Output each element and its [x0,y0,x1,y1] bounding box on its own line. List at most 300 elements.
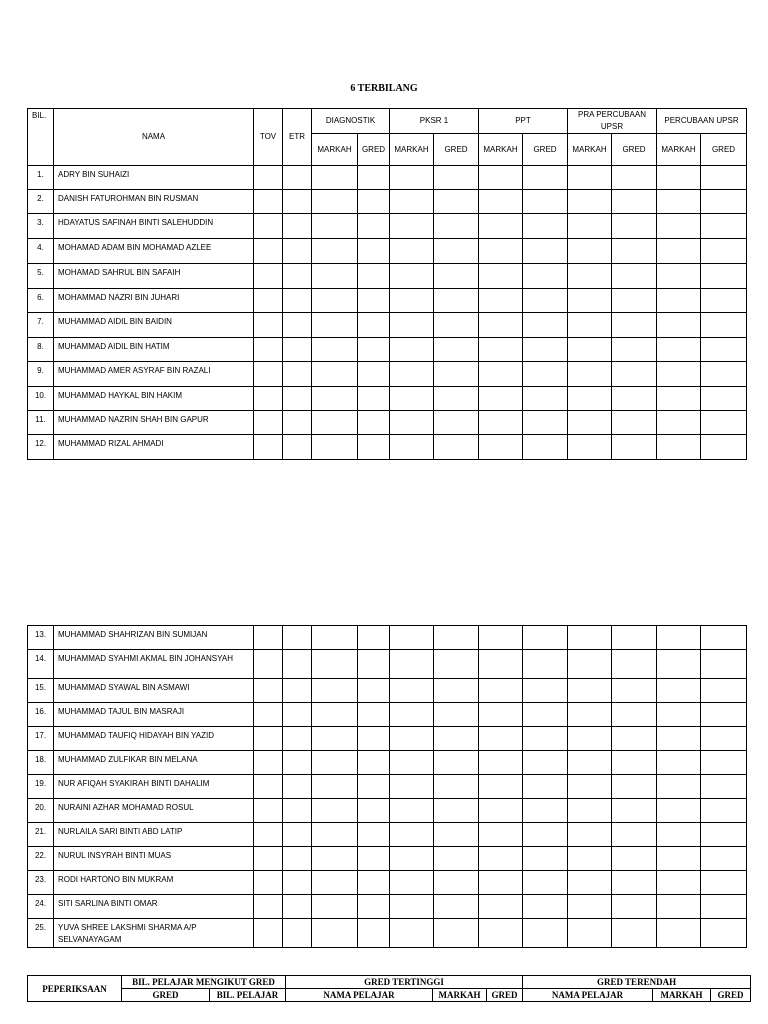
grade-cell[interactable] [612,650,657,679]
grade-cell[interactable] [523,435,568,460]
grade-cell[interactable] [434,871,479,895]
grade-cell[interactable] [701,847,747,871]
grade-cell[interactable] [358,313,390,338]
grade-cell[interactable] [523,727,568,751]
grade-cell[interactable] [358,289,390,313]
grade-cell[interactable] [568,435,612,460]
grade-cell[interactable] [283,751,312,775]
grade-cell[interactable] [479,799,523,823]
grade-cell[interactable] [358,362,390,387]
grade-cell[interactable] [657,799,701,823]
grade-cell[interactable] [434,650,479,679]
grade-cell[interactable] [612,727,657,751]
grade-cell[interactable] [523,313,568,338]
grade-cell[interactable] [254,871,283,895]
grade-cell[interactable] [479,313,523,338]
grade-cell[interactable] [390,823,434,847]
grade-cell[interactable] [479,338,523,362]
grade-cell[interactable] [254,727,283,751]
grade-cell[interactable] [358,871,390,895]
grade-cell[interactable] [701,214,747,239]
grade-cell[interactable] [434,387,479,411]
grade-cell[interactable] [523,775,568,799]
grade-cell[interactable] [701,166,747,190]
grade-cell[interactable] [657,387,701,411]
grade-cell[interactable] [612,362,657,387]
grade-cell[interactable] [523,411,568,435]
grade-cell[interactable] [568,703,612,727]
grade-cell[interactable] [390,727,434,751]
grade-cell[interactable] [657,751,701,775]
grade-cell[interactable] [523,895,568,919]
grade-cell[interactable] [434,626,479,650]
grade-cell[interactable] [568,239,612,264]
grade-cell[interactable] [701,264,747,289]
grade-cell[interactable] [358,338,390,362]
grade-cell[interactable] [283,190,312,214]
grade-cell[interactable] [568,190,612,214]
grade-cell[interactable] [312,679,358,703]
grade-cell[interactable] [657,823,701,847]
grade-cell[interactable] [358,703,390,727]
grade-cell[interactable] [312,703,358,727]
grade-cell[interactable] [479,362,523,387]
grade-cell[interactable] [390,338,434,362]
grade-cell[interactable] [254,411,283,435]
grade-cell[interactable] [523,871,568,895]
grade-cell[interactable] [434,727,479,751]
grade-cell[interactable] [657,166,701,190]
grade-cell[interactable] [254,190,283,214]
grade-cell[interactable] [612,289,657,313]
grade-cell[interactable] [479,679,523,703]
grade-cell[interactable] [254,919,283,948]
grade-cell[interactable] [657,362,701,387]
grade-cell[interactable] [434,775,479,799]
grade-cell[interactable] [283,289,312,313]
grade-cell[interactable] [612,264,657,289]
grade-cell[interactable] [283,895,312,919]
grade-cell[interactable] [358,727,390,751]
grade-cell[interactable] [358,626,390,650]
grade-cell[interactable] [358,799,390,823]
grade-cell[interactable] [283,871,312,895]
grade-cell[interactable] [312,166,358,190]
grade-cell[interactable] [568,847,612,871]
grade-cell[interactable] [254,214,283,239]
grade-cell[interactable] [479,239,523,264]
grade-cell[interactable] [701,626,747,650]
grade-cell[interactable] [568,289,612,313]
grade-cell[interactable] [568,313,612,338]
grade-cell[interactable] [612,166,657,190]
grade-cell[interactable] [523,679,568,703]
grade-cell[interactable] [283,847,312,871]
grade-cell[interactable] [479,190,523,214]
grade-cell[interactable] [312,190,358,214]
grade-cell[interactable] [479,435,523,460]
grade-cell[interactable] [312,895,358,919]
grade-cell[interactable] [390,775,434,799]
grade-cell[interactable] [254,435,283,460]
grade-cell[interactable] [254,166,283,190]
grade-cell[interactable] [479,727,523,751]
grade-cell[interactable] [390,264,434,289]
grade-cell[interactable] [358,895,390,919]
grade-cell[interactable] [479,751,523,775]
grade-cell[interactable] [657,626,701,650]
grade-cell[interactable] [479,289,523,313]
grade-cell[interactable] [523,166,568,190]
grade-cell[interactable] [479,264,523,289]
grade-cell[interactable] [701,727,747,751]
grade-cell[interactable] [701,799,747,823]
grade-cell[interactable] [254,264,283,289]
grade-cell[interactable] [568,775,612,799]
grade-cell[interactable] [657,411,701,435]
grade-cell[interactable] [434,847,479,871]
grade-cell[interactable] [434,214,479,239]
grade-cell[interactable] [312,313,358,338]
grade-cell[interactable] [390,799,434,823]
grade-cell[interactable] [434,751,479,775]
grade-cell[interactable] [523,823,568,847]
grade-cell[interactable] [523,751,568,775]
grade-cell[interactable] [254,650,283,679]
grade-cell[interactable] [701,775,747,799]
grade-cell[interactable] [701,338,747,362]
grade-cell[interactable] [358,751,390,775]
grade-cell[interactable] [254,387,283,411]
grade-cell[interactable] [657,847,701,871]
grade-cell[interactable] [283,313,312,338]
grade-cell[interactable] [479,703,523,727]
grade-cell[interactable] [612,214,657,239]
grade-cell[interactable] [523,264,568,289]
grade-cell[interactable] [312,239,358,264]
grade-cell[interactable] [479,895,523,919]
grade-cell[interactable] [479,214,523,239]
grade-cell[interactable] [701,411,747,435]
grade-cell[interactable] [479,650,523,679]
grade-cell[interactable] [657,871,701,895]
grade-cell[interactable] [568,338,612,362]
grade-cell[interactable] [568,264,612,289]
grade-cell[interactable] [523,847,568,871]
grade-cell[interactable] [612,626,657,650]
grade-cell[interactable] [390,847,434,871]
grade-cell[interactable] [434,313,479,338]
grade-cell[interactable] [358,264,390,289]
grade-cell[interactable] [283,727,312,751]
grade-cell[interactable] [701,362,747,387]
grade-cell[interactable] [568,650,612,679]
grade-cell[interactable] [254,338,283,362]
grade-cell[interactable] [390,387,434,411]
grade-cell[interactable] [523,919,568,948]
grade-cell[interactable] [568,679,612,703]
grade-cell[interactable] [312,799,358,823]
grade-cell[interactable] [568,871,612,895]
grade-cell[interactable] [312,264,358,289]
grade-cell[interactable] [612,919,657,948]
grade-cell[interactable] [283,823,312,847]
grade-cell[interactable] [312,289,358,313]
grade-cell[interactable] [390,289,434,313]
grade-cell[interactable] [390,362,434,387]
grade-cell[interactable] [434,411,479,435]
grade-cell[interactable] [612,411,657,435]
grade-cell[interactable] [390,190,434,214]
grade-cell[interactable] [701,650,747,679]
grade-cell[interactable] [358,239,390,264]
grade-cell[interactable] [254,703,283,727]
grade-cell[interactable] [434,166,479,190]
grade-cell[interactable] [612,435,657,460]
grade-cell[interactable] [358,214,390,239]
grade-cell[interactable] [523,239,568,264]
grade-cell[interactable] [254,362,283,387]
grade-cell[interactable] [657,679,701,703]
grade-cell[interactable] [701,313,747,338]
grade-cell[interactable] [283,799,312,823]
grade-cell[interactable] [312,411,358,435]
grade-cell[interactable] [568,919,612,948]
grade-cell[interactable] [434,264,479,289]
grade-cell[interactable] [701,871,747,895]
grade-cell[interactable] [479,387,523,411]
grade-cell[interactable] [434,895,479,919]
grade-cell[interactable] [358,823,390,847]
grade-cell[interactable] [612,799,657,823]
grade-cell[interactable] [612,190,657,214]
grade-cell[interactable] [312,871,358,895]
grade-cell[interactable] [657,313,701,338]
grade-cell[interactable] [390,919,434,948]
grade-cell[interactable] [612,703,657,727]
grade-cell[interactable] [283,650,312,679]
grade-cell[interactable] [390,435,434,460]
grade-cell[interactable] [523,626,568,650]
grade-cell[interactable] [283,435,312,460]
grade-cell[interactable] [390,895,434,919]
grade-cell[interactable] [390,239,434,264]
grade-cell[interactable] [568,214,612,239]
grade-cell[interactable] [612,313,657,338]
grade-cell[interactable] [390,166,434,190]
grade-cell[interactable] [701,823,747,847]
grade-cell[interactable] [283,362,312,387]
grade-cell[interactable] [434,190,479,214]
grade-cell[interactable] [612,751,657,775]
grade-cell[interactable] [254,895,283,919]
grade-cell[interactable] [479,919,523,948]
grade-cell[interactable] [657,214,701,239]
grade-cell[interactable] [254,847,283,871]
grade-cell[interactable] [434,289,479,313]
grade-cell[interactable] [701,679,747,703]
grade-cell[interactable] [434,919,479,948]
grade-cell[interactable] [523,387,568,411]
grade-cell[interactable] [568,799,612,823]
grade-cell[interactable] [523,703,568,727]
grade-cell[interactable] [390,214,434,239]
grade-cell[interactable] [701,895,747,919]
grade-cell[interactable] [523,650,568,679]
grade-cell[interactable] [358,166,390,190]
grade-cell[interactable] [523,799,568,823]
grade-cell[interactable] [390,626,434,650]
grade-cell[interactable] [283,919,312,948]
grade-cell[interactable] [568,823,612,847]
grade-cell[interactable] [612,387,657,411]
grade-cell[interactable] [657,703,701,727]
grade-cell[interactable] [568,626,612,650]
grade-cell[interactable] [312,650,358,679]
grade-cell[interactable] [390,650,434,679]
grade-cell[interactable] [612,871,657,895]
grade-cell[interactable] [657,895,701,919]
grade-cell[interactable] [701,751,747,775]
grade-cell[interactable] [657,775,701,799]
grade-cell[interactable] [568,727,612,751]
grade-cell[interactable] [358,190,390,214]
grade-cell[interactable] [312,727,358,751]
grade-cell[interactable] [612,679,657,703]
grade-cell[interactable] [568,166,612,190]
grade-cell[interactable] [612,895,657,919]
grade-cell[interactable] [523,362,568,387]
grade-cell[interactable] [283,775,312,799]
grade-cell[interactable] [479,626,523,650]
grade-cell[interactable] [390,871,434,895]
grade-cell[interactable] [434,679,479,703]
grade-cell[interactable] [283,166,312,190]
grade-cell[interactable] [434,435,479,460]
grade-cell[interactable] [701,703,747,727]
grade-cell[interactable] [657,190,701,214]
grade-cell[interactable] [523,289,568,313]
grade-cell[interactable] [254,313,283,338]
grade-cell[interactable] [283,626,312,650]
grade-cell[interactable] [523,338,568,362]
grade-cell[interactable] [612,823,657,847]
grade-cell[interactable] [612,338,657,362]
grade-cell[interactable] [568,751,612,775]
grade-cell[interactable] [358,650,390,679]
grade-cell[interactable] [312,626,358,650]
grade-cell[interactable] [657,338,701,362]
grade-cell[interactable] [358,847,390,871]
grade-cell[interactable] [479,847,523,871]
grade-cell[interactable] [283,387,312,411]
grade-cell[interactable] [358,919,390,948]
grade-cell[interactable] [479,411,523,435]
grade-cell[interactable] [390,411,434,435]
grade-cell[interactable] [479,871,523,895]
grade-cell[interactable] [434,799,479,823]
grade-cell[interactable] [390,313,434,338]
grade-cell[interactable] [283,679,312,703]
grade-cell[interactable] [254,751,283,775]
grade-cell[interactable] [612,847,657,871]
grade-cell[interactable] [568,895,612,919]
grade-cell[interactable] [479,775,523,799]
grade-cell[interactable] [568,411,612,435]
grade-cell[interactable] [312,847,358,871]
grade-cell[interactable] [358,435,390,460]
grade-cell[interactable] [312,435,358,460]
grade-cell[interactable] [701,919,747,948]
grade-cell[interactable] [254,626,283,650]
grade-cell[interactable] [657,239,701,264]
grade-cell[interactable] [254,775,283,799]
grade-cell[interactable] [434,338,479,362]
grade-cell[interactable] [434,703,479,727]
grade-cell[interactable] [568,362,612,387]
grade-cell[interactable] [657,650,701,679]
grade-cell[interactable] [312,919,358,948]
grade-cell[interactable] [612,239,657,264]
grade-cell[interactable] [312,387,358,411]
grade-cell[interactable] [254,799,283,823]
grade-cell[interactable] [434,239,479,264]
grade-cell[interactable] [390,703,434,727]
grade-cell[interactable] [523,214,568,239]
grade-cell[interactable] [657,435,701,460]
grade-cell[interactable] [283,239,312,264]
grade-cell[interactable] [358,387,390,411]
grade-cell[interactable] [312,362,358,387]
grade-cell[interactable] [312,214,358,239]
grade-cell[interactable] [701,435,747,460]
grade-cell[interactable] [254,239,283,264]
grade-cell[interactable] [479,166,523,190]
grade-cell[interactable] [283,411,312,435]
grade-cell[interactable] [612,775,657,799]
grade-cell[interactable] [312,338,358,362]
grade-cell[interactable] [568,387,612,411]
grade-cell[interactable] [312,751,358,775]
grade-cell[interactable] [254,823,283,847]
grade-cell[interactable] [657,727,701,751]
grade-cell[interactable] [358,679,390,703]
grade-cell[interactable] [312,823,358,847]
grade-cell[interactable] [701,239,747,264]
grade-cell[interactable] [434,362,479,387]
grade-cell[interactable] [358,775,390,799]
grade-cell[interactable] [479,823,523,847]
grade-cell[interactable] [701,387,747,411]
grade-cell[interactable] [254,289,283,313]
grade-cell[interactable] [657,919,701,948]
grade-cell[interactable] [390,679,434,703]
grade-cell[interactable] [523,190,568,214]
grade-cell[interactable] [283,214,312,239]
grade-cell[interactable] [283,703,312,727]
grade-cell[interactable] [657,264,701,289]
grade-cell[interactable] [283,264,312,289]
grade-cell[interactable] [283,338,312,362]
grade-cell[interactable] [390,751,434,775]
grade-cell[interactable] [701,289,747,313]
grade-cell[interactable] [358,411,390,435]
grade-cell[interactable] [657,289,701,313]
grade-cell[interactable] [701,190,747,214]
grade-cell[interactable] [434,823,479,847]
grade-cell[interactable] [312,775,358,799]
grade-cell[interactable] [254,679,283,703]
